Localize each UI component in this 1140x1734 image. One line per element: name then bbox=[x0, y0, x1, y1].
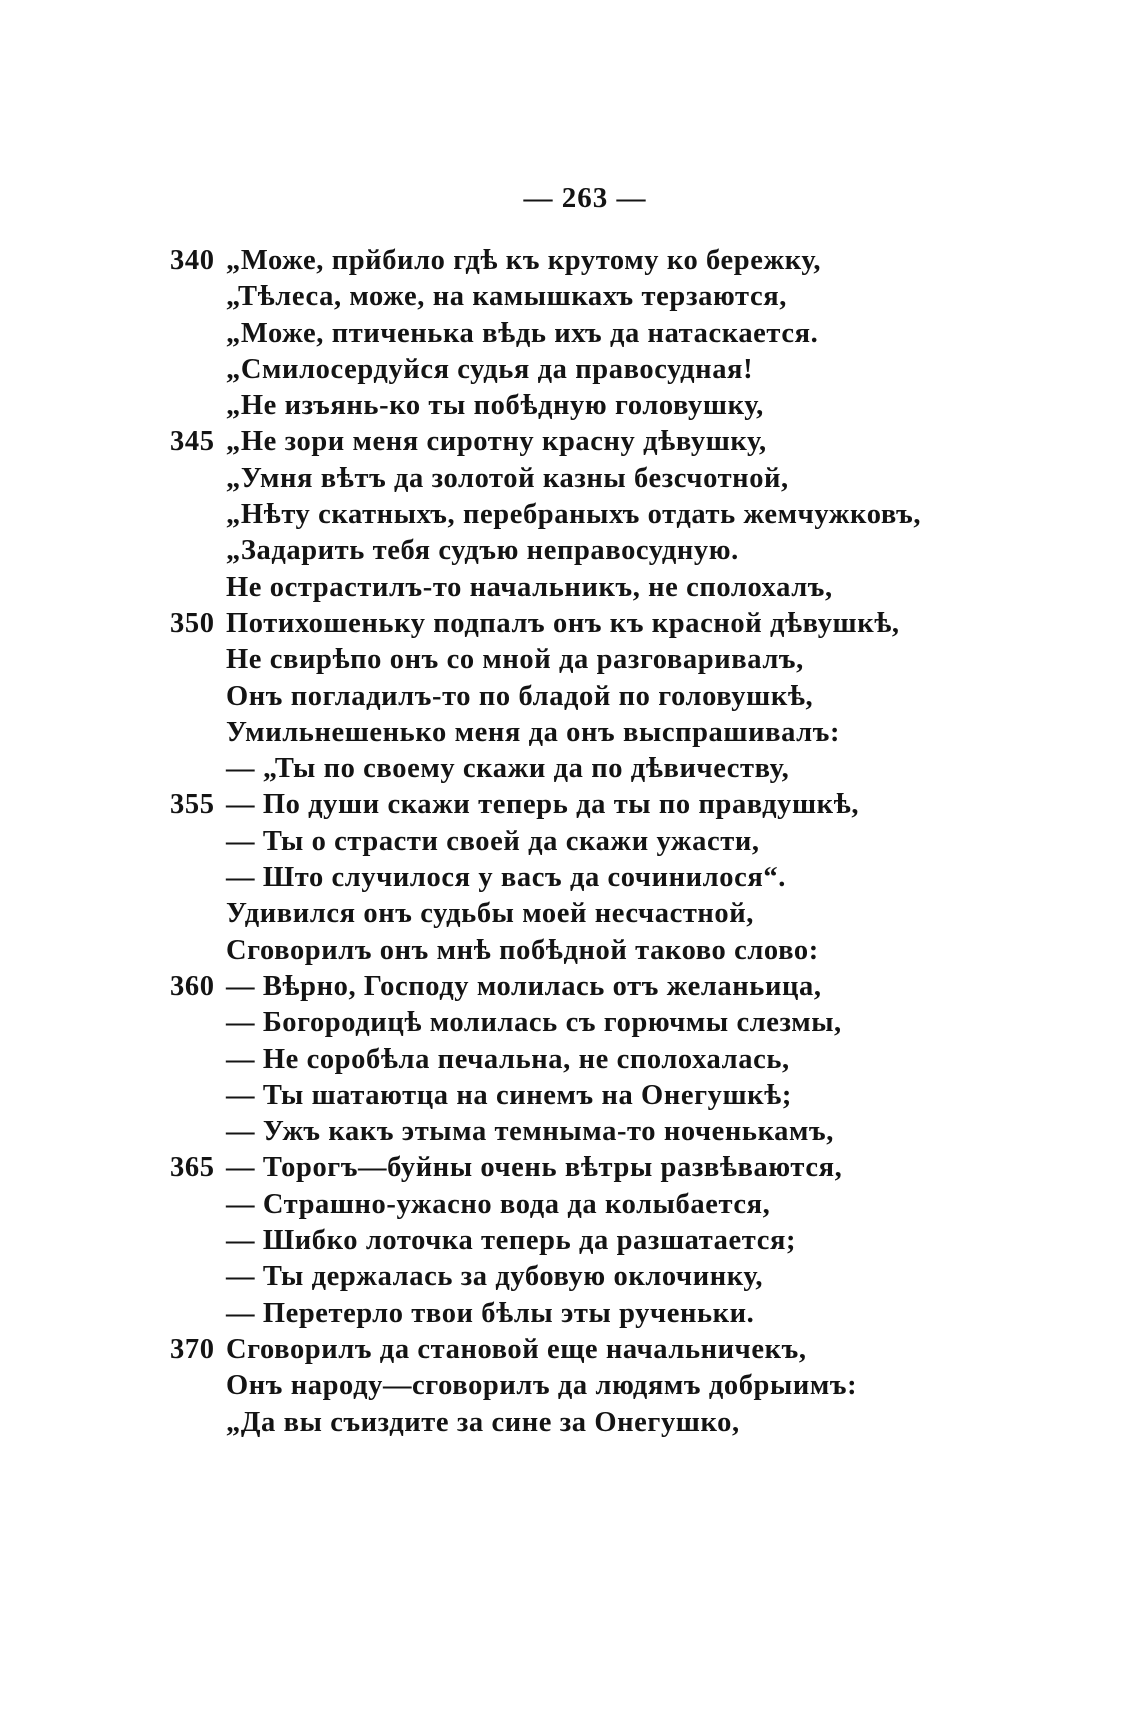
line-text: „Да вы съиздите за сине за Онегушко, bbox=[226, 1406, 740, 1438]
poem-line bbox=[170, 1259, 1070, 1295]
poem-line bbox=[170, 1042, 1070, 1078]
line-text: „Смилосердуйся судья да правосудная! bbox=[226, 353, 754, 385]
line-text: Сговорилъ онъ мнѣ побѣдной таково слово: bbox=[226, 934, 819, 966]
poem-line bbox=[170, 606, 1070, 642]
poem-line bbox=[170, 860, 1070, 896]
line-text: Удивился онъ судьбы моей несчастной, bbox=[226, 898, 755, 930]
poem-line bbox=[170, 424, 1070, 460]
line-number: 365 bbox=[170, 1152, 215, 1184]
line-number: 350 bbox=[170, 607, 215, 639]
line-text: Не свирѣпо онъ со мной да разговаривалъ, bbox=[226, 644, 804, 676]
poem-line bbox=[170, 497, 1070, 533]
poem-line bbox=[170, 1005, 1070, 1041]
line-number: 370 bbox=[170, 1333, 215, 1365]
line-text: „Може, птиченька вѣдь ихъ да натаскается. bbox=[226, 317, 819, 349]
poem-line bbox=[170, 243, 1070, 279]
poem-line bbox=[170, 1078, 1070, 1114]
line-text: Онъ погладилъ-то по бладой по головушкѣ, bbox=[226, 680, 814, 712]
line-text: Онъ народу—сговорилъ да людямъ добрыимъ: bbox=[226, 1370, 858, 1402]
poem-line bbox=[170, 642, 1070, 678]
poem-line bbox=[170, 1368, 1070, 1404]
line-text: — Вѣрно, Господу молилась отъ желаньица, bbox=[226, 970, 822, 1002]
line-text: — Ты о страсти своей да скажи ужасти, bbox=[226, 825, 760, 857]
poem-line bbox=[170, 969, 1070, 1005]
poem-line bbox=[170, 933, 1070, 969]
line-text: Потихошеньку подпалъ онъ къ красной дѣвушкѣ, bbox=[226, 607, 900, 639]
line-text: — Ты держалась за дубовую оклочинку, bbox=[226, 1261, 764, 1293]
line-text: „Задарить тебя судъю неправосудную. bbox=[226, 535, 739, 567]
poem-line bbox=[170, 388, 1070, 424]
line-text: — Ужъ какъ этыма темныма-то ноченькамъ, bbox=[226, 1116, 834, 1148]
line-text: — Торогъ—буйны очень вѣтры развѣваются, bbox=[226, 1152, 843, 1184]
poem-line bbox=[170, 824, 1070, 860]
poem-line bbox=[170, 352, 1070, 388]
line-text: — Ты шатаютца на синемъ на Онегушкѣ; bbox=[226, 1079, 792, 1111]
line-text: — Перетерло твои бѣлы эты рученьки. bbox=[226, 1297, 755, 1329]
poem-line bbox=[170, 1114, 1070, 1150]
poem-line bbox=[170, 751, 1070, 787]
line-text: — Страшно-ужасно вода да колыбается, bbox=[226, 1188, 771, 1220]
poem-line bbox=[170, 570, 1070, 606]
line-number: 340 bbox=[170, 245, 215, 276]
line-text: „Може, прйбило гдѣ къ крутому ко бережку, bbox=[226, 245, 822, 276]
line-text: — Што случилося у васъ да сочинилося“. bbox=[226, 862, 786, 894]
poem-line bbox=[170, 1296, 1070, 1332]
page-number: — 263 — bbox=[523, 182, 647, 214]
line-text: — По души скажи теперь да ты по правдушкѣ, bbox=[226, 789, 860, 821]
poem-line bbox=[170, 1187, 1070, 1223]
poem-line bbox=[170, 1405, 1070, 1441]
line-text: „Не зори меня сиротну красну дѣвушку, bbox=[226, 426, 767, 458]
line-text: „Не изъянь-ко ты побѣдную головушку, bbox=[226, 390, 764, 422]
line-text: Сговорилъ да становой еще начальничекъ, bbox=[226, 1333, 807, 1365]
poem-line bbox=[170, 461, 1070, 497]
line-text: „Умня вѣтъ да золотой казны безсчотной, bbox=[226, 462, 789, 494]
line-text: „Тѣлеса, може, на камышкахъ терзаются, bbox=[226, 281, 787, 313]
line-text: Не острастилъ-то начальникъ, не сполохалъ, bbox=[226, 571, 833, 603]
line-number: 360 bbox=[170, 970, 215, 1002]
line-number: 345 bbox=[170, 426, 215, 458]
poem-line bbox=[170, 279, 1070, 315]
poem-line bbox=[170, 715, 1070, 751]
poem-line bbox=[170, 1332, 1070, 1368]
line-text: „Нѣту скатныхъ, перебраныхъ отдать жемчужковъ, bbox=[226, 499, 922, 531]
line-text: — Богородицѣ молилась съ горючмы слезмы, bbox=[226, 1007, 842, 1039]
poem-line bbox=[170, 1223, 1070, 1259]
line-text: Умильнешенько меня да онъ выспрашивалъ: bbox=[226, 716, 841, 748]
line-text: — „Ты по своему скажи да по дѣвичеству, bbox=[226, 753, 790, 785]
poem-line bbox=[170, 679, 1070, 715]
poem-line bbox=[170, 316, 1070, 352]
poem-line bbox=[170, 896, 1070, 932]
poem-line bbox=[170, 1150, 1070, 1186]
poem-body bbox=[170, 243, 1070, 1441]
line-number: 355 bbox=[170, 789, 215, 821]
poem-line bbox=[170, 787, 1070, 823]
line-text: — Не соробѣла печальна, не сполохалась, bbox=[226, 1043, 790, 1075]
line-text: — Шибко лоточка теперь да разшатается; bbox=[226, 1225, 797, 1257]
poem-line bbox=[170, 533, 1070, 569]
